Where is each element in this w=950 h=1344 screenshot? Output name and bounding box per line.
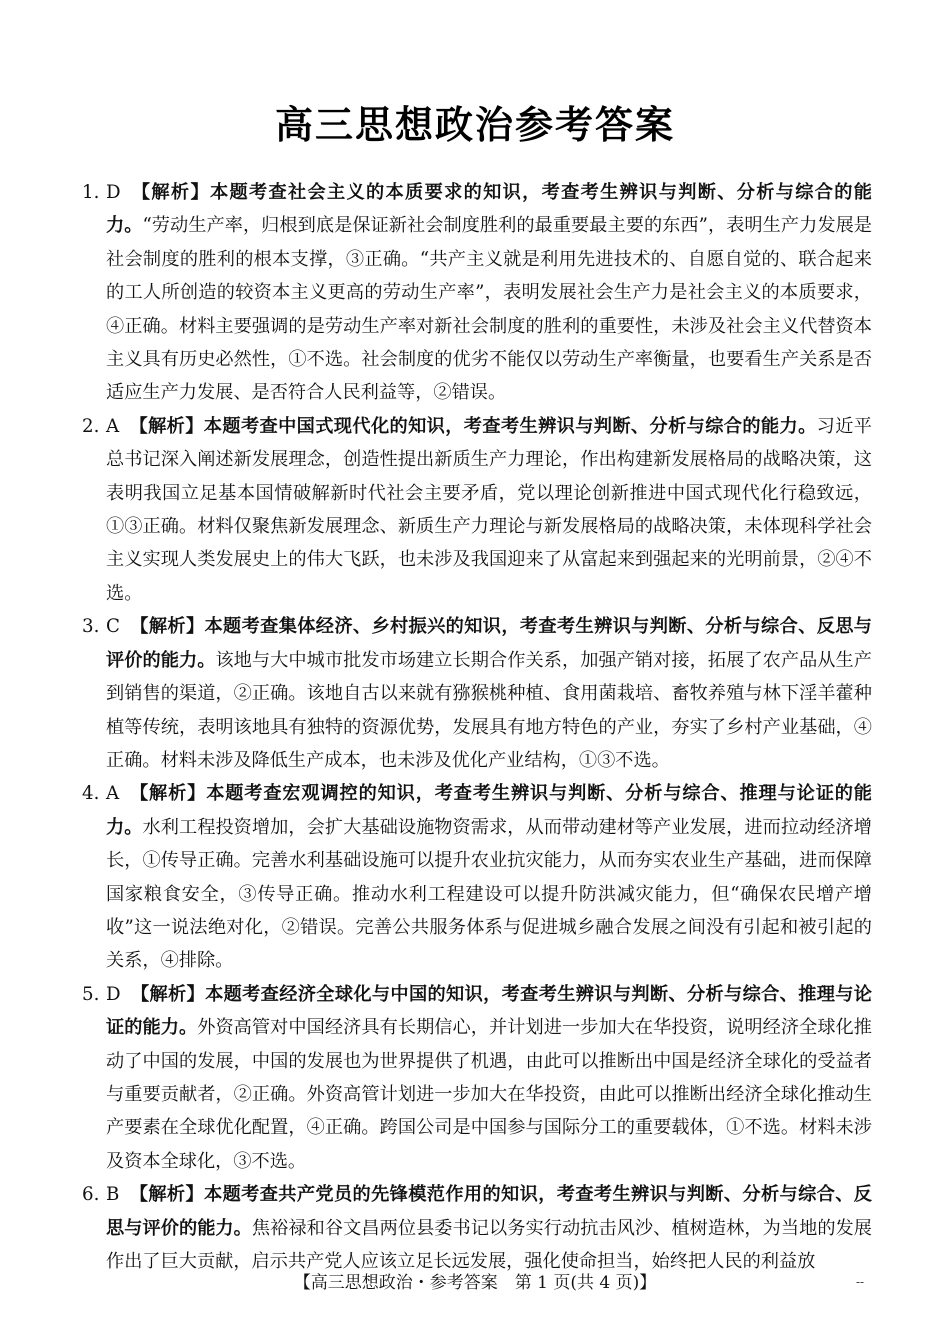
- item-answer: A: [106, 415, 120, 437]
- item-number: 5.: [82, 983, 100, 1005]
- item-number: 2.: [82, 415, 100, 437]
- item-explanation: 焦裕禄和谷文昌两位县委书记以务实行动抗击风沙、植树造林，为当地的发展作出了巨大贡献，启示共产党人应该立足长远发展，强化使命担当，始终把人民的利益放: [106, 1217, 872, 1272]
- answer-list: [82, 176, 872, 1278]
- answer-item-6: [82, 1178, 872, 1278]
- item-analysis-label: 【解析】本题考查中国式现代化的知识，考查考生辨识与判断、分析与综合的能力。: [129, 415, 817, 437]
- item-analysis-label: 【解析】本题考查宏观调控的知识，考查考生辨识与判断、分析与综合、推理与论证的能力。: [106, 783, 872, 838]
- item-answer: D: [106, 983, 121, 1005]
- item-analysis-label: 【解析】本题考查经济全球化与中国的知识，考查考生辨识与判断、分析与综合、推理与论证的能力。: [106, 983, 872, 1039]
- item-explanation: 外资高管对中国经济具有长期信心，并计划进一步加大在华投资，说明经济全球化推动了中国的发展，中国的发展也为世界提供了机遇，由此可以推断出中国是经济全球化的受益者与重要贡献者，②正确。外资高管计划进一步加大在华投资，由此可以推断出经济全球化推动生产要素在全球优化配置，④正确。跨国公司是中国参与国际分工的重要载体，①不选。材料未涉及资本全球化，③不选。: [106, 1017, 872, 1172]
- item-answer: A: [106, 783, 120, 805]
- item-number: 6.: [82, 1184, 100, 1206]
- page-title: 高三思想政治参考答案: [274, 103, 675, 147]
- item-explanation: “劳动生产率，归根到底是保证新社会制度胜利的最重要最主要的东西”，表明生产力发展是社会制度的胜利的根本支撑，③正确。“共产主义就是利用先进技术的、自愿自觉的、联合起来的工人所创造的较资本主义更高的劳动生产率”，表明发展社会生产力是社会主义的本质要求，④正确。材料主要强调的是劳动生产率对新社会制度的胜利的重要性，未涉及社会主义代替资本主义具有历史必然性，①不选。社会制度的优劣不能仅以劳动生产率衡量，也要看生产关系是否适应生产力发展、是否符合人民利益等，②错误。: [106, 215, 872, 404]
- item-explanation: 该地与大中城市批发市场建立长期合作关系，加强产销对接，拓展了农产品从生产到销售的渠道，②正确。该地自古以来就有猕猴桃种植、食用菌栽培、畜牧养殖与林下淫羊藿种植等传统，表明该地具有独特的资源优势，发展具有地方特色的产业，夯实了乡村产业基础，④正确。材料未涉及降低生产成本，也未涉及优化产业结构，①③不选。: [106, 649, 872, 771]
- answer-item-3: [82, 610, 872, 777]
- item-answer: C: [106, 616, 120, 638]
- corner-mark: --: [856, 1275, 865, 1289]
- answer-item-2: [82, 410, 872, 610]
- item-explanation: 习近平总书记深入阐述新发展理念，创造性提出新质生产力理论，作出构建新发展格局的战略决策，这表明我国立足基本国情破解新时代社会主要矛盾，党以理论创新推进中国式现代化行稳致远，①③正确。材料仅聚焦新发展理念、新质生产力理论与新发展格局的战略决策，未体现科学社会主义实现人类发展史上的伟大飞跃，也未涉及我国迎来了从富起来到强起来的光明前景，②④不选。: [106, 415, 872, 604]
- answer-item-1: [82, 176, 872, 410]
- answer-item-5: [82, 978, 872, 1178]
- item-answer: B: [106, 1184, 120, 1206]
- item-analysis-label: 【解析】本题考查共产党员的先锋模范作用的知识，考查考生辨识与判断、分析与综合、反思与评价的能力。: [106, 1184, 872, 1239]
- page-footer: 【高三思想政治・参考答案 第 1 页(共 4 页)】: [293, 1273, 657, 1293]
- item-analysis-label: 【解析】本题考查集体经济、乡村振兴的知识，考查考生辨识与判断、分析与综合、反思与评价的能力。: [106, 616, 872, 671]
- item-number: 4.: [82, 783, 100, 805]
- answer-item-4: [82, 777, 872, 977]
- item-number: 3.: [82, 616, 100, 638]
- item-analysis-label: 【解析】本题考查社会主义的本质要求的知识，考查考生辨识与判断、分析与综合的能力。: [106, 182, 872, 237]
- item-answer: D: [106, 182, 121, 203]
- item-explanation: 水利工程投资增加，会扩大基础设施物资需求，从而带动建材等产业发展，进而拉动经济增长，①传导正确。完善水利基础设施可以提升农业抗灾能力，从而夯实农业生产基础，进而保障国家粮食安全，③传导正确。推动水利工程建设可以提升防洪减灾能力，但“确保农民增产增收”这一说法绝对化，②错误。完善公共服务体系与促进城乡融合发展之间没有引起和被引起的关系，④排除。: [106, 816, 872, 972]
- item-number: 1.: [82, 182, 100, 203]
